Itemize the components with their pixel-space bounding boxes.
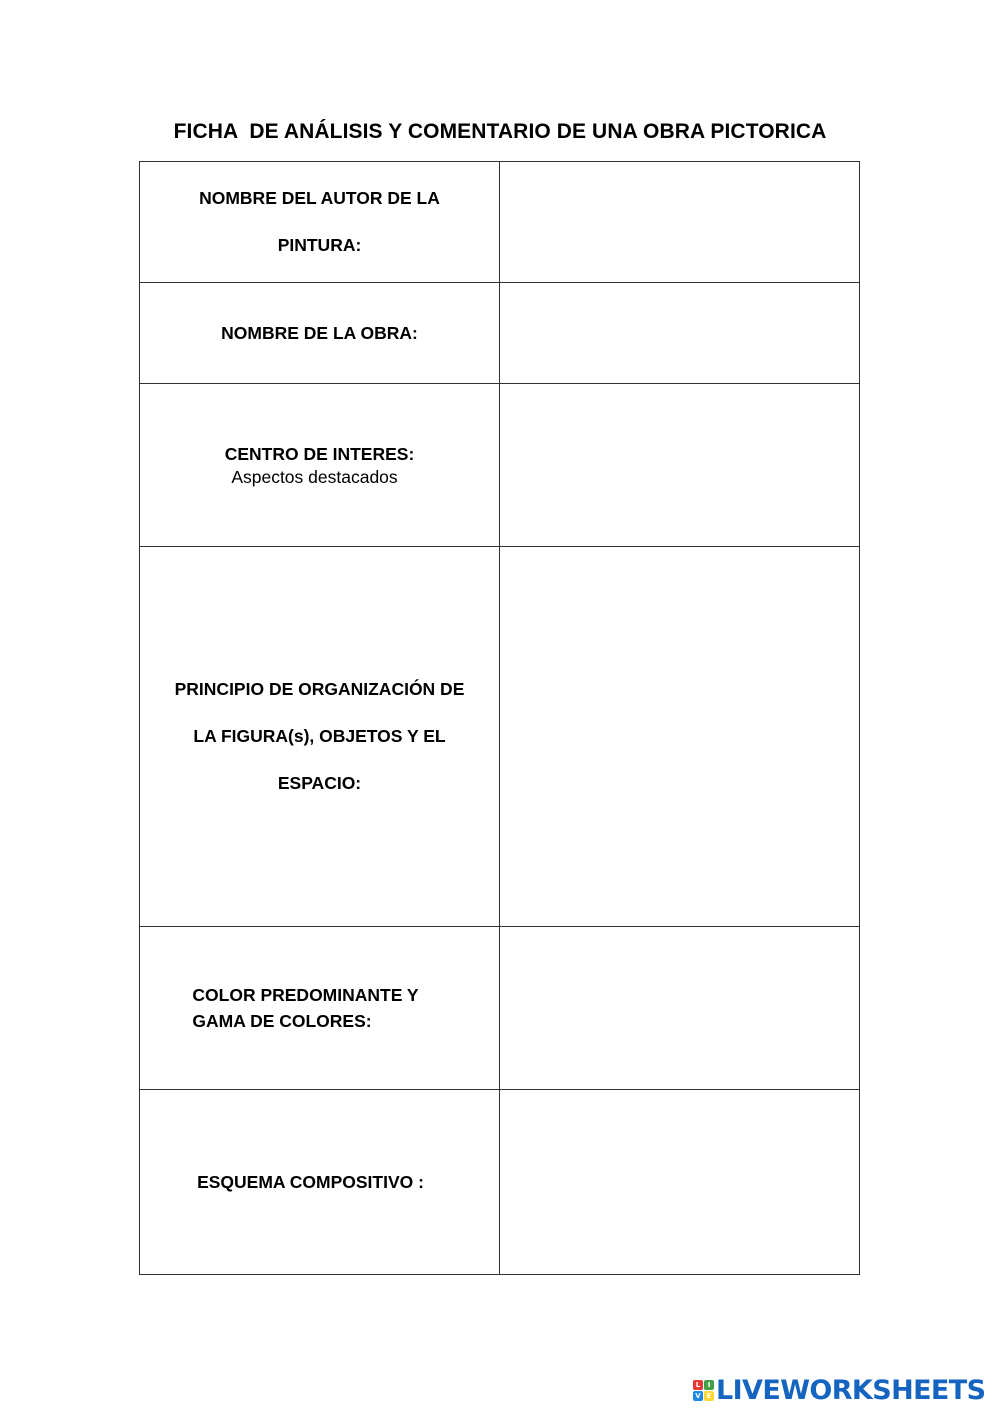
- table-row: [140, 384, 860, 547]
- color-input[interactable]: [500, 982, 859, 1034]
- table-row: [140, 283, 860, 384]
- color-label-line-2: GAMA DE COLORES:: [192, 1011, 372, 1031]
- logo-tile-v: V: [693, 1391, 703, 1401]
- organization-input[interactable]: [500, 711, 859, 763]
- interest-center-sublabel: Aspectos destacados: [231, 467, 398, 487]
- worksheet-title: FICHA DE ANÁLISIS Y COMENTARIO DE UNA OBRA PICTORICA: [173, 120, 827, 143]
- table-row: [140, 162, 860, 283]
- artwork-name-label-cell: [140, 283, 500, 384]
- author-answer-cell[interactable]: [500, 162, 860, 283]
- organization-answer-cell[interactable]: [500, 547, 860, 927]
- organization-label-line-3: ESPACIO:: [277, 773, 362, 793]
- artwork-name-label: NOMBRE DE LA OBRA:: [221, 323, 418, 343]
- composition-label-cell: [140, 1090, 500, 1275]
- color-label-line-1: COLOR PREDOMINANTE Y: [192, 985, 419, 1005]
- table-row: [140, 547, 860, 927]
- liveworksheets-logo: [693, 1374, 985, 1406]
- color-answer-cell[interactable]: [500, 927, 860, 1090]
- interest-center-answer-cell[interactable]: [500, 384, 860, 547]
- artwork-name-input[interactable]: [500, 307, 859, 359]
- composition-label: ESQUEMA COMPOSITIVO :: [197, 1172, 424, 1192]
- logo-tile-i: I: [704, 1380, 714, 1390]
- table-row: [140, 1090, 860, 1275]
- organization-label-cell: [140, 547, 500, 927]
- logo-tile-e: E: [704, 1391, 714, 1401]
- table-row: [140, 927, 860, 1090]
- organization-label-line-1: PRINCIPIO DE ORGANIZACIÓN DE: [174, 679, 465, 699]
- organization-label-line-2: LA FIGURA(s), OBJETOS Y EL: [193, 726, 446, 746]
- interest-center-label-cell: [140, 384, 500, 547]
- interest-center-label: CENTRO DE INTERES:: [224, 444, 415, 464]
- composition-input[interactable]: [500, 1156, 859, 1208]
- liveworksheets-wordmark: LIVEWORKSHEETS: [716, 1374, 986, 1406]
- analysis-table: [139, 161, 860, 1275]
- author-input[interactable]: [500, 196, 859, 248]
- color-label-block: [192, 982, 418, 1034]
- author-label-line-1: NOMBRE DEL AUTOR DE LA: [199, 188, 440, 208]
- composition-answer-cell[interactable]: [500, 1090, 860, 1275]
- logo-tile-l: L: [693, 1380, 703, 1390]
- interest-center-input[interactable]: [500, 439, 859, 491]
- author-label-cell: [140, 162, 500, 283]
- color-label-cell: [140, 927, 500, 1090]
- artwork-name-answer-cell[interactable]: [500, 283, 860, 384]
- author-label-line-2: PINTURA:: [277, 235, 362, 255]
- liveworksheets-logo-icon: [693, 1380, 714, 1401]
